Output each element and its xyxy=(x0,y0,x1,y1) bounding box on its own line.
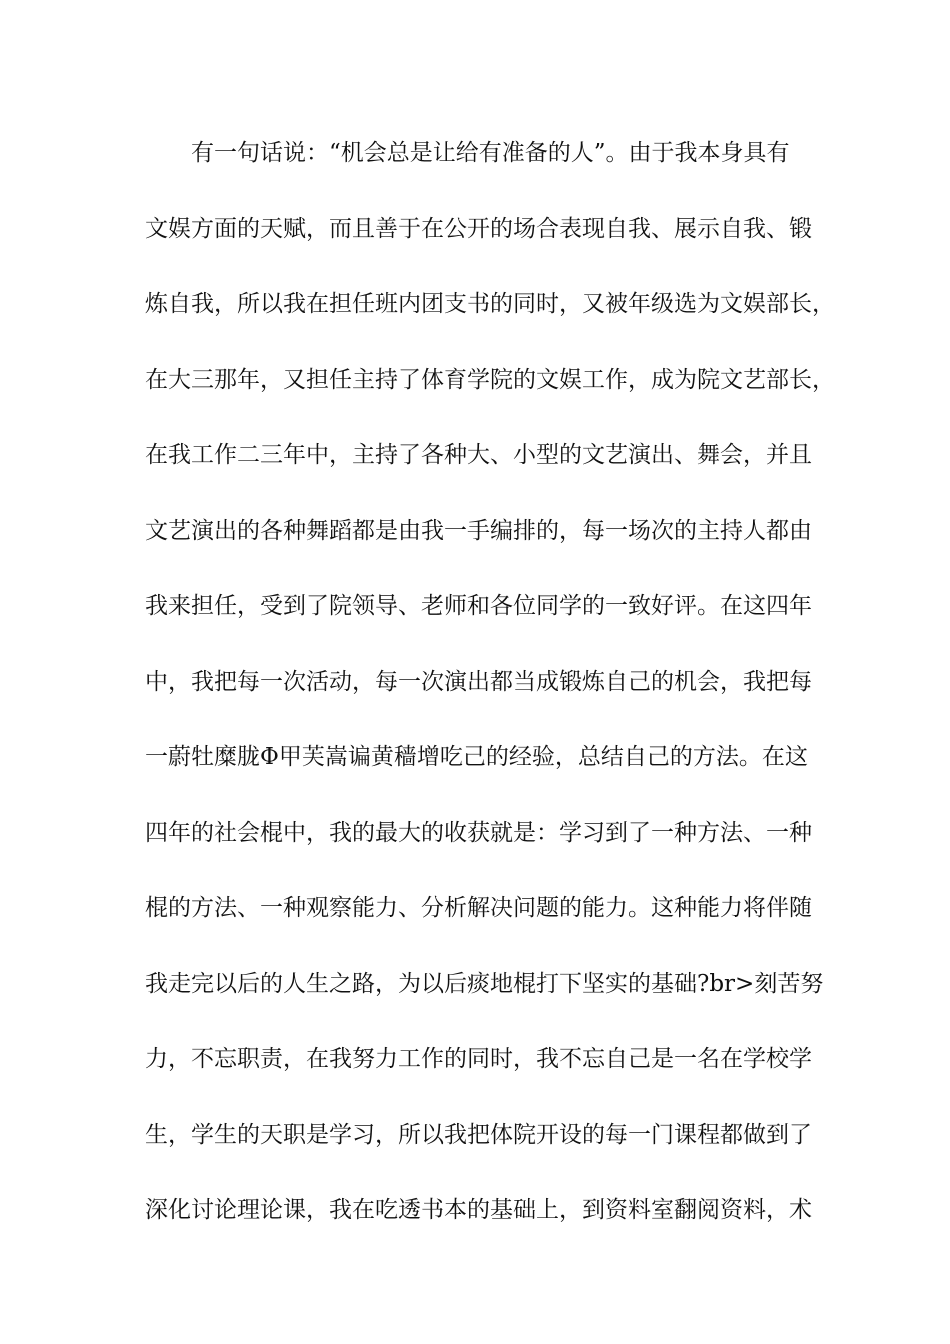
text-line: 四年的社会棍中，我的最大的收获就是：学习到了一种方法、一种 xyxy=(145,819,812,846)
text-line: 深化讨论理论课，我在吃透书本的基础上，到资料室翻阅资料，术 xyxy=(145,1197,812,1223)
text-line: 在我工作二三年中，主持了各种大、小型的文艺演出、舞会，并且 xyxy=(145,442,812,468)
text-line: 我来担任，受到了院领导、老师和各位同学的一致好评。在这四年 xyxy=(145,593,812,619)
text-line: 文娱方面的天赋，而且善于在公开的场合表现自我、展示自我、锻 xyxy=(145,215,812,242)
text-line: 力，不忘职责，在我努力工作的同时，我不忘自己是一名在学校学 xyxy=(145,1046,812,1072)
text-line: 炼自我，所以我在担任班内团支书的同时，又被年级选为文娱部长， xyxy=(145,291,835,317)
body-text xyxy=(145,116,835,1249)
text-line: 棍的方法、一种观察能力、分析解决问题的能力。这种能力将伴随 xyxy=(145,895,812,921)
text-line: 我走完以后的人生之路，为以后痰地棍打下坚实的基础?br>刻苦努 xyxy=(145,970,824,997)
text-line: 中，我把每一次活动，每一次演出都当成锻炼自己的机会，我把每 xyxy=(145,668,812,695)
text-line: 在大三那年，又担任主持了体育学院的文娱工作，成为院文艺部长， xyxy=(145,366,835,393)
text-line: 文艺演出的各种舞蹈都是由我一手编排的，每一场次的主持人都由 xyxy=(145,517,812,544)
text-line: 有一句话说：“机会总是让给有准备的人”。由于我本身具有 xyxy=(191,140,790,166)
text-line: 生，学生的天职是学习，所以我把体院开设的每一门课程都做到了 xyxy=(145,1121,812,1148)
text-line: 一蔚牡糜胧Φ甲芙嵩谝黄穑增吃己的经验，总结自己的方法。在这 xyxy=(145,744,808,770)
